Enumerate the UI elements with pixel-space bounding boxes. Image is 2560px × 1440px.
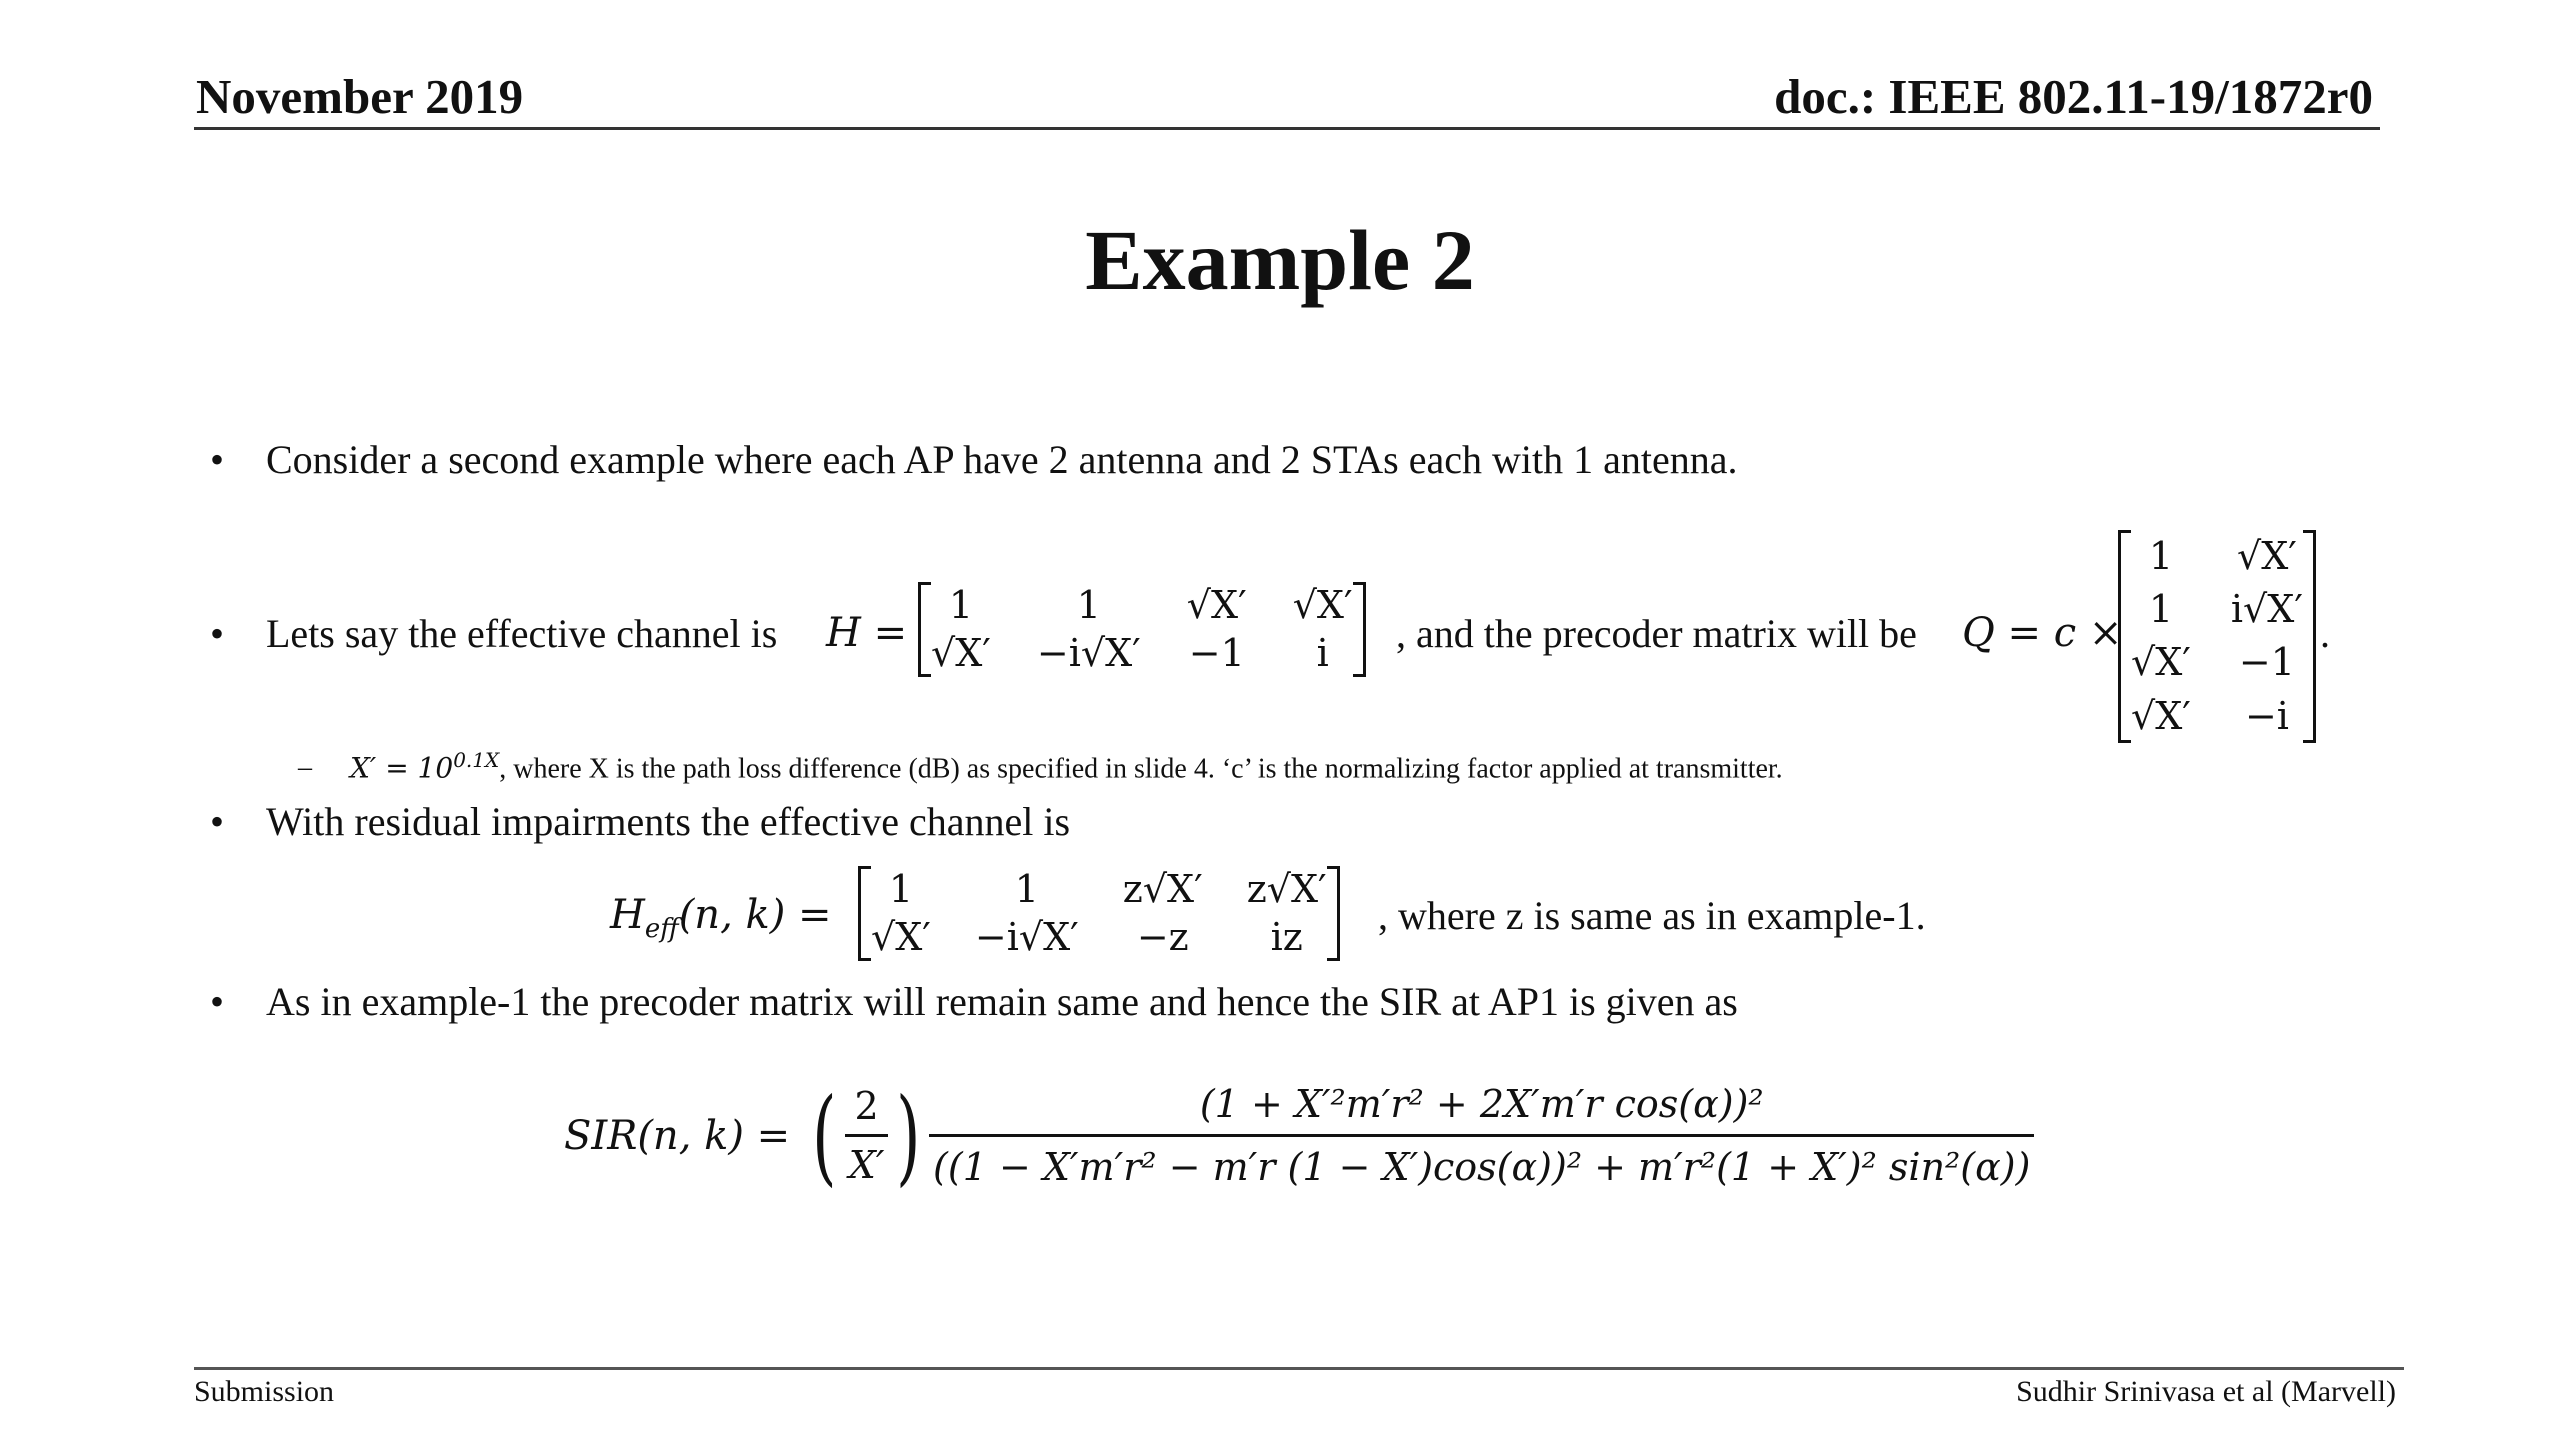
sir-equation [564,1074,2034,1197]
matrix-cell: i [1316,630,1329,675]
bullet-marker: • [210,437,225,482]
bullet-2-mid-text: , and the precoder matrix will be [1396,611,1917,656]
matrix-cell: 1 [948,583,974,627]
matrix-cell: √X′ [2131,693,2191,738]
heff-subscript: eff [644,914,679,944]
matrix-cell: −1 [2238,640,2295,685]
sir-fraction [929,1082,2034,1189]
h-label: H = [826,610,908,656]
heff-arguments: (n, k) = [678,892,832,938]
matrix-cell: −i√X′ [1036,630,1141,675]
bullet-marker: • [210,799,225,844]
matrix-cell: z√X′ [1122,867,1203,911]
sub-bullet-description: , where X is the path loss difference (dB) as specified in slide 4. ‘c’ is the normalizing factor applied at transmitter. [499,753,1783,785]
bullet-2-end: . [2320,611,2330,656]
matrix-cell: −i√X′ [974,914,1079,959]
slide-title: Example 2 [1085,212,1475,308]
header-date: November 2019 [196,69,524,124]
matrix-cell: i√X′ [2230,587,2303,632]
footer-submission: Submission [194,1375,335,1408]
matrix-cell: √X′ [871,914,931,959]
sir-denominator: ((1 − X′m′r² − m′r (1 − X′)cos(α))² + m′r²(1 + X′)² sin²(α)) [929,1134,2034,1189]
sub-bullet-marker: – [298,752,312,783]
header-divider [194,127,2380,130]
matrix-cell: −z [1136,914,1189,959]
matrix-cell: 1 [2148,587,2174,632]
matrix-cell: √X′ [2131,640,2191,685]
sub-bullet-text [350,748,1783,785]
sir-coefficient [845,1084,889,1187]
matrix-cell: z√X′ [1246,867,1327,911]
x-prime-exponent: 0.1X [453,748,500,772]
matrix-cell: −i [2244,693,2289,738]
matrix-cell: iz [1270,914,1303,959]
q-matrix [2118,530,2316,743]
footer-author: Sudhir Srinivasa et al (Marvell) [2016,1375,2396,1408]
right-paren: ) [896,1074,921,1197]
heff-note: , where z is same as in example-1. [1378,893,1926,938]
bullet-marker: • [210,611,225,656]
bullet-2-text: Lets say the effective channel is [266,611,778,656]
matrix-cell: √X′ [1292,583,1353,627]
matrix-cell: √X′ [931,630,991,675]
footer-divider [194,1367,2404,1370]
sir-coefficient-denominator: X′ [845,1134,889,1187]
sir-numerator: (1 + X′²m′r² + 2X′m′r cos(α))² [1199,1082,1764,1126]
bullet-3-text: With residual impairments the effective channel is [266,799,1071,844]
bullet-4-text: As in example-1 the precoder matrix will remain same and hence the SIR at AP1 is given as [266,979,1738,1024]
matrix-cell: −1 [1188,630,1245,675]
left-paren: ( [812,1074,837,1197]
bullet-1-text: Consider a second example where each AP have 2 antenna and 2 STAs each with 1 antenna. [266,437,1738,482]
matrix-cell: 1 [1076,583,1101,627]
heff-lhs [610,892,832,944]
h-matrix [918,582,1366,677]
sir-coefficient-numerator: 2 [854,1084,879,1128]
matrix-cell: 1 [2148,534,2174,578]
matrix-cell: √X′ [1186,583,1247,627]
bullet-marker: • [210,979,225,1024]
heff-symbol: H [610,892,645,938]
header-doc-id: doc.: IEEE 802.11-19/1872r0 [1774,69,2373,124]
x-prime-formula: X′ = 10 [350,751,454,785]
q-label: Q = c × [1962,610,2123,656]
heff-matrix [858,866,1340,961]
matrix-cell: 1 [888,867,914,911]
matrix-cell: √X′ [2236,534,2297,578]
sir-lhs: SIR(n, k) = [564,1112,791,1159]
matrix-cell: 1 [1014,867,1039,911]
